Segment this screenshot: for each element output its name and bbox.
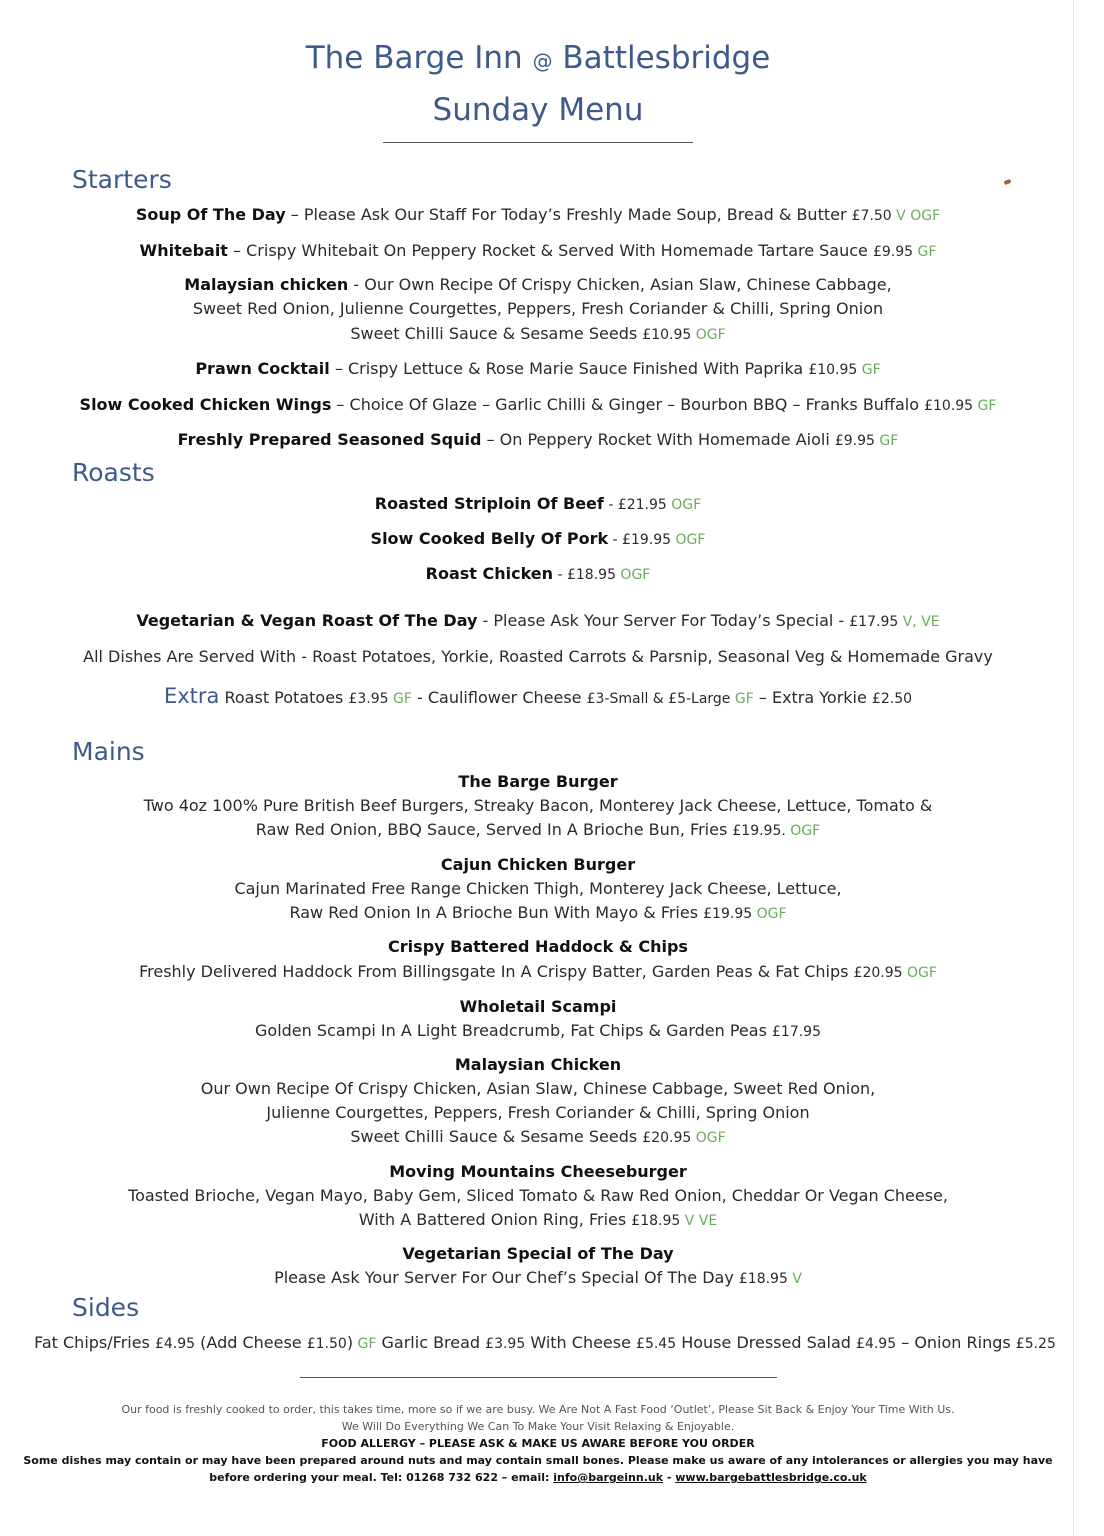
menu-item: Roast Chicken - £18.95 OGF: [425, 564, 651, 583]
menu-item-name: Vegetarian Special of The Day: [402, 1244, 674, 1263]
menu-item-name: The Barge Burger: [458, 772, 618, 791]
menu-item-name: Cajun Chicken Burger: [440, 855, 636, 874]
menu-item-name: Moving Mountains Cheeseburger: [389, 1162, 687, 1181]
served-with-note: All Dishes Are Served With - Roast Potatoes, Yorkie, Roasted Carrots & Parsnip, Seasonal Veg & Homemade Gravy: [83, 647, 993, 666]
menu-item-line: Please Ask Your Server For Our Chef’s Special Of The Day £18.95 V: [274, 1268, 802, 1287]
menu-item-line: Julienne Courgettes, Peppers, Fresh Coriander & Chilli, Spring Onion: [266, 1103, 810, 1122]
contact-line: before ordering your meal. Tel: 01268 732 622 – email: info@bargeinn.uk - www.bargebattlesbridge.co.uk: [209, 1471, 867, 1484]
menu-item-name: Wholetail Scampi: [459, 997, 617, 1016]
menu-item-line: Toasted Brioche, Vegan Mayo, Baby Gem, Sliced Tomato & Raw Red Onion, Cheddar Or Vegan Cheese,: [128, 1186, 948, 1205]
menu-item: Slow Cooked Belly Of Pork - £19.95 OGF: [370, 529, 706, 548]
menu-item-line: Sweet Chilli Sauce & Sesame Seeds £10.95 OGF: [350, 324, 726, 343]
menu-item: Freshly Prepared Seasoned Squid – On Peppery Rocket With Homemade Aioli £9.95 GF: [177, 430, 899, 449]
footer-note: Our food is freshly cooked to order, this takes time, more so if we are busy. We Are Not A Fast Food ‘Outlet’, Please Sit Back & Enjoy Your Time With Us.: [121, 1403, 955, 1416]
title-divider: [383, 142, 693, 143]
menu-item-line: Sweet Chilli Sauce & Sesame Seeds £20.95 OGF: [350, 1127, 726, 1146]
menu-item-name: Crispy Battered Haddock & Chips: [388, 937, 688, 956]
menu-item-line: With A Battered Onion Ring, Fries £18.95 V VE: [358, 1210, 718, 1229]
menu-item: Prawn Cocktail – Crispy Lettuce & Rose Marie Sauce Finished With Paprika £10.95 GF: [195, 359, 881, 378]
menu-item-line: Golden Scampi In A Light Breadcrumb, Fat Chips & Garden Peas £17.95: [255, 1021, 821, 1040]
menu-item-line: Our Own Recipe Of Crispy Chicken, Asian Slaw, Chinese Cabbage, Sweet Red Onion,: [200, 1079, 876, 1098]
menu-item-name: Malaysian Chicken: [454, 1055, 622, 1074]
footer-note: We Will Do Everything We Can To Make Your Visit Relaxing & Enjoyable.: [341, 1420, 735, 1433]
section-heading-starters: Starters: [72, 165, 172, 194]
menu-item: Malaysian chicken - Our Own Recipe Of Crispy Chicken, Asian Slaw, Chinese Cabbage,: [184, 275, 892, 294]
section-heading-sides: Sides: [72, 1293, 140, 1322]
page-subtitle: Sunday Menu: [432, 92, 644, 128]
allergy-note: Some dishes may contain or may have been prepared around nuts and may contain small bones. Please make us aware of any intolerances or allergies you may have: [23, 1454, 1053, 1467]
page-edge-shadow: [1073, 0, 1074, 1536]
menu-item-line: Cajun Marinated Free Range Chicken Thigh, Monterey Jack Cheese, Lettuce,: [234, 879, 842, 898]
footer-divider: [300, 1377, 777, 1378]
menu-item: Vegetarian & Vegan Roast Of The Day - Please Ask Your Server For Today’s Special - £17.95 V, VE: [136, 611, 940, 630]
section-heading-mains: Mains: [72, 737, 145, 766]
website-link[interactable]: www.bargebattlesbridge.co.uk: [675, 1471, 867, 1484]
menu-item-line: Sweet Red Onion, Julienne Courgettes, Peppers, Fresh Coriander & Chilli, Spring Onion: [192, 299, 884, 318]
scan-speck: [1004, 179, 1012, 185]
menu-item-line: Raw Red Onion In A Brioche Bun With Mayo & Fries £19.95 OGF: [289, 903, 787, 922]
extras-line: Extra Roast Potatoes £3.95 GF - Cauliflower Cheese £3-Small & £5-Large GF – Extra Yorkie £2.50: [163, 684, 913, 708]
menu-item: Whitebait – Crispy Whitebait On Peppery Rocket & Served With Homemade Tartare Sauce £9.95 GF: [139, 241, 937, 260]
menu-item: Slow Cooked Chicken Wings – Choice Of Glaze – Garlic Chilli & Ginger – Bourbon BBQ – Franks Buffalo £10.95 GF: [79, 395, 997, 414]
sides-line: Fat Chips/Fries £4.95 (Add Cheese £1.50) GF Garlic Bread £3.95 With Cheese £5.45 House Dressed Salad £4.95 – Onion Rings £5.25: [34, 1333, 1056, 1352]
menu-item-line: Two 4oz 100% Pure British Beef Burgers, Streaky Bacon, Monterey Jack Cheese, Lettuce, Tomato &: [143, 796, 933, 815]
menu-item-line: Freshly Delivered Haddock From Billingsgate In A Crispy Batter, Garden Peas & Fat Chips £20.95 OGF: [139, 962, 937, 981]
allergy-heading: FOOD ALLERGY – PLEASE ASK & MAKE US AWARE BEFORE YOU ORDER: [321, 1437, 755, 1450]
email-link[interactable]: info@bargeinn.uk: [553, 1471, 664, 1484]
menu-item: Soup Of The Day – Please Ask Our Staff For Today’s Freshly Made Soup, Bread & Butter £7.50 V OGF: [135, 205, 941, 224]
menu-item-line: Raw Red Onion, BBQ Sauce, Served In A Brioche Bun, Fries £19.95. OGF: [255, 820, 821, 839]
page-title: The Barge Inn @ Battlesbridge: [305, 40, 771, 76]
menu-item: Roasted Striploin Of Beef - £21.95 OGF: [374, 494, 702, 513]
section-heading-roasts: Roasts: [72, 458, 155, 487]
